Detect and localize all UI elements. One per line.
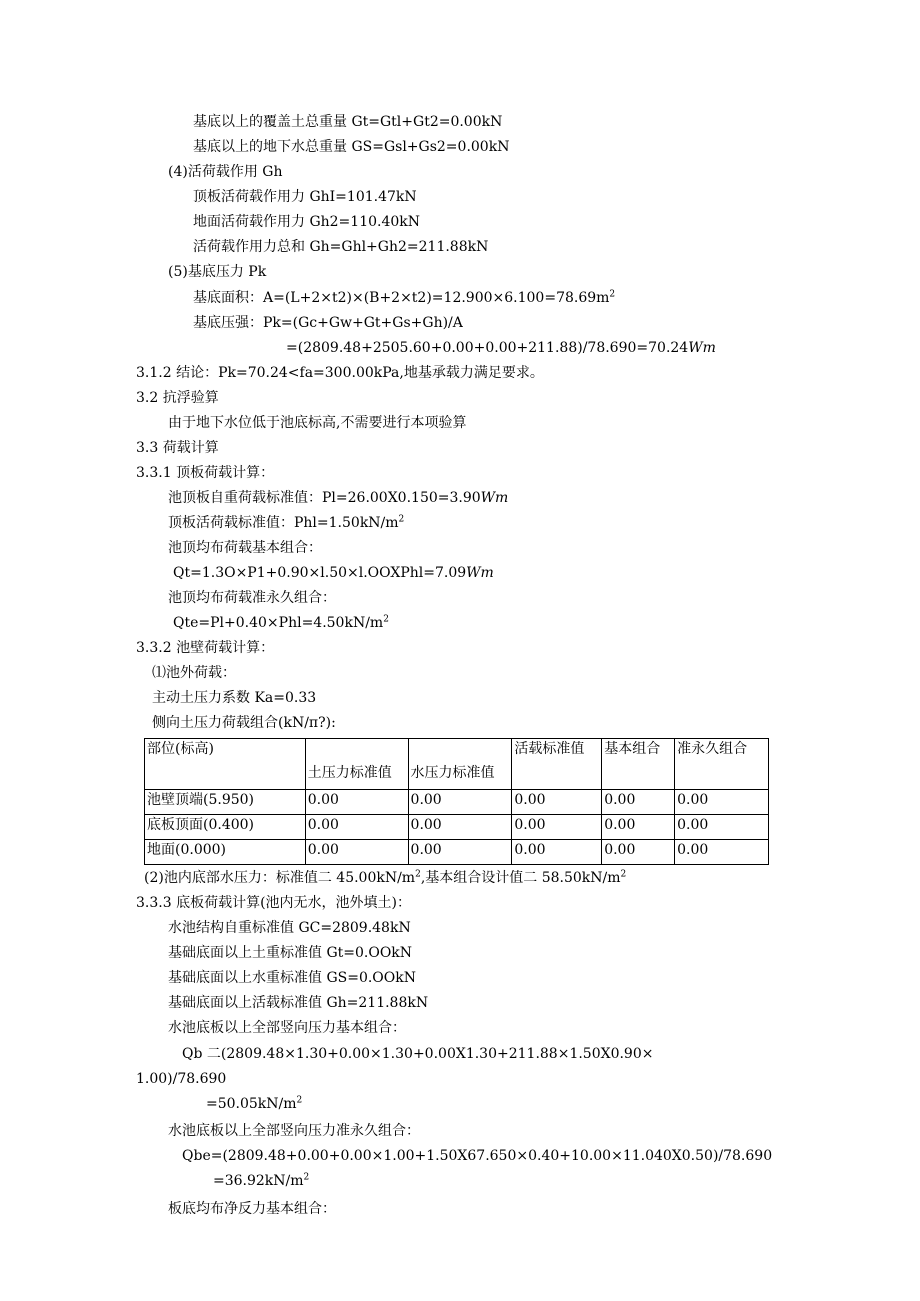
table-cell: 0.00 [512, 815, 602, 840]
text-line: 水池结构自重标准值 GC=2809.48kN [168, 920, 411, 936]
formula-line: Qb 二(2809.48×1.30+0.00×1.30+0.00X1.30+211.88×1.50X0.90× [182, 1046, 654, 1062]
table-cell: 池壁顶端(5.950) [145, 790, 306, 815]
text-line: 池顶板自重荷载标准值：Pl=26.00X0.150=3.90Wm [168, 490, 509, 506]
text-line: (2)池内底部水压力：标准值二 $45.00kN∕m^2$,基本组合设计值二 $58.50kN∕m^2$ [144, 869, 627, 886]
table-cell: 0.00 [602, 790, 675, 815]
text-line: 侧向土压力荷载组合(kN∕π?): [152, 715, 336, 731]
text-line: 基底面积：$A=(L+2\times t2)\times(B+2\times t2)=12.900\times 6.100=78.69m^2$ [193, 289, 616, 306]
text-line: 地面活荷载作用力 Gh2=110.40kN [193, 214, 421, 230]
table-cell: 0.00 [675, 815, 769, 840]
text-line: 板底均布净反力基本组合： [168, 1201, 336, 1217]
formula-line: Qbe=(2809.48+0.00+0.00×1.00+1.50X67.650×0.40+10.00×11.040X0.50)/78.690 [182, 1148, 773, 1164]
table-row [145, 840, 769, 865]
table-cell: 底板顶面(0.400) [145, 815, 306, 840]
table-cell: 0.00 [305, 815, 408, 840]
text-line: ⑴池外荷载： [152, 665, 236, 681]
table-row [145, 815, 769, 840]
table-header-cell: 准永久组合 [675, 739, 769, 790]
table-header-cell: 土压力标准值 [305, 739, 408, 790]
text-line: $Qte=Pl+0.40\times Phl=4.50kN∕m^2$ [173, 614, 389, 631]
text-line: 池顶均布荷载基本组合： [168, 540, 322, 556]
table-cell: 0.00 [602, 815, 675, 840]
table-cell: 0.00 [305, 840, 408, 865]
text-line: 基础底面以上活载标准值 Gh=211.88kN [168, 995, 429, 1011]
section-heading: (5)基底压力 Pk [168, 264, 267, 280]
conclusion-line: 3.1.2 结论：Pk=70.24<fa=300.00kPa,地基承载力满足要求。 [136, 365, 544, 381]
table-row [145, 790, 769, 815]
table-cell: 0.00 [512, 840, 602, 865]
text-line: 池顶均布荷载准永久组合： [168, 590, 336, 606]
table-header-cell: 部位(标高) [145, 739, 306, 790]
table-cell: 地面(0.000) [145, 840, 306, 865]
table-header-cell: 基本组合 [602, 739, 675, 790]
lateral-pressure-table [144, 738, 769, 865]
table-cell: 0.00 [408, 840, 512, 865]
text-line: 基底压强：Pk=(Gc+Gw+Gt+Gs+Gh)/A [193, 315, 463, 331]
table-cell: 0.00 [675, 790, 769, 815]
text-line: 由于地下水位低于池底标高,不需要进行本项验算 [168, 415, 467, 431]
section-heading: 3.3.1 顶板荷载计算： [136, 465, 275, 481]
text-line: 顶板活荷载标准值：$Phl=1.50kN∕m^2$ [168, 514, 405, 531]
section-heading: 3.2 抗浮验算 [136, 390, 219, 406]
section-heading: 3.3.2 池壁荷载计算： [136, 640, 275, 656]
table-header-cell: 水压力标准值 [408, 739, 512, 790]
table-cell: 0.00 [408, 790, 512, 815]
table-cell: 0.00 [512, 790, 602, 815]
text-line: 水池底板以上全部竖向压力基本组合： [168, 1020, 406, 1036]
text-line: 基础底面以上水重标准值 GS=0.OOkN [168, 970, 417, 986]
table-header-row [145, 739, 769, 790]
table-cell: 0.00 [305, 790, 408, 815]
text-line: =(2809.48+2505.60+0.00+0.00+211.88)/78.690=70.24Wm [286, 340, 716, 356]
formula-line: $=36.92kN∕m^2$ [213, 1172, 310, 1189]
text-line: 水池底板以上全部竖向压力准永久组合： [168, 1123, 420, 1139]
section-heading: 3.3 荷载计算 [136, 440, 219, 456]
table-cell: 0.00 [675, 840, 769, 865]
text-line: 基底以上的覆盖土总重量 Gt=Gtl+Gt2=0.00kN [193, 114, 503, 130]
table-cell: 0.00 [602, 840, 675, 865]
text-line: Qt=1.3O×P1+0.90×l.50×l.OOXPhl=7.09Wm [173, 565, 494, 581]
table-cell: 0.00 [408, 815, 512, 840]
text-line: 基底以上的地下水总重量 GS=Gsl+Gs2=0.00kN [193, 139, 510, 155]
section-heading: (4)活荷载作用 Gh [168, 164, 283, 180]
text-line: 顶板活荷载作用力 GhI=101.47kN [193, 189, 417, 205]
text-line: 基础底面以上土重标准值 Gt=0.OOkN [168, 945, 413, 961]
section-heading: 3.3.3 底板荷载计算(池内无水，池外填土)： [136, 895, 411, 911]
text-line: 活荷载作用力总和 Gh=Ghl+Gh2=211.88kN [193, 239, 489, 255]
formula-line: 1.00)/78.690 [136, 1071, 227, 1087]
text-line: 主动土压力系数 Ka=0.33 [152, 690, 317, 706]
table-header-cell: 活载标准值 [512, 739, 602, 790]
formula-line: $=50.05kN∕m^2$ [206, 1095, 303, 1112]
